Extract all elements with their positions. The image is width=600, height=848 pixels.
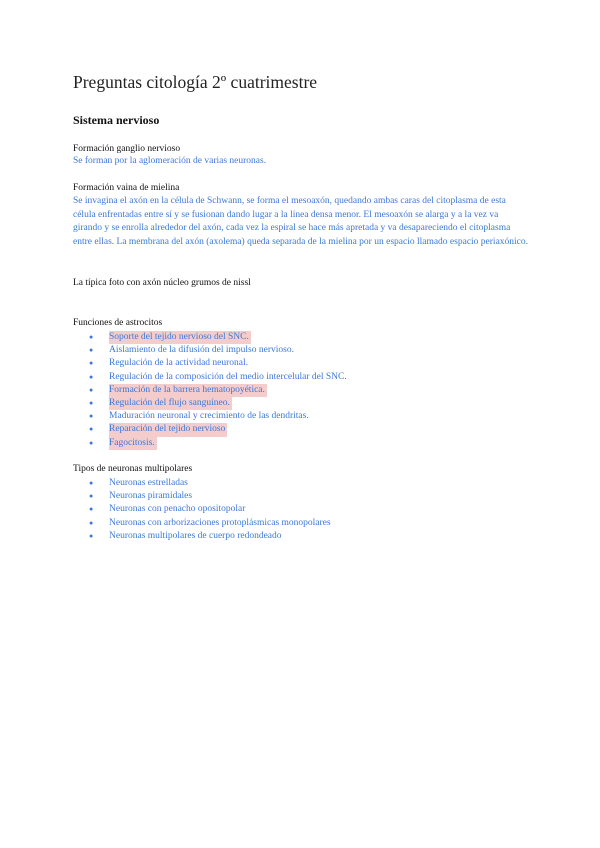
list-item-text: Soporte del tejido nervioso del SNC.: [109, 331, 251, 344]
bullet-icon: ●: [89, 412, 94, 421]
section-heading: Sistema nervioso: [73, 113, 160, 127]
bullet-icon: ●: [89, 531, 94, 540]
question-foto: La típica foto con axón núcleo grumos de nissl: [73, 278, 251, 288]
document-title: Preguntas citología 2º cuatrimestre: [73, 72, 318, 92]
heading-astrocitos: Funciones de astrocitos: [73, 318, 163, 328]
bullet-icon: ●: [89, 372, 94, 381]
bullet-icon: ●: [89, 518, 94, 527]
answer-ganglio: Se forman por la aglomeración de varias neuronas.: [73, 156, 267, 166]
bullet-icon: ●: [89, 479, 94, 487]
bullet-icon: ●: [89, 359, 94, 368]
bullet-icon: ●: [89, 492, 94, 501]
list-item-text: Neuronas multipolares de cuerpo redondeado: [109, 530, 282, 541]
heading-neuronas: Tipos de neuronas multipolares: [73, 464, 193, 474]
list-item-text: Neuronas piramidales: [109, 491, 193, 502]
list-item-text: Regulación de la composición del medio intercelular del SNC.: [109, 371, 347, 382]
list-item-text: Regulación de la actividad neuronal.: [109, 358, 249, 369]
list-item-text: Fagocitosis.: [109, 437, 157, 450]
bullet-icon: ●: [89, 346, 94, 355]
bullet-icon: ●: [89, 438, 94, 447]
list-item-text: Formación de la barrera hematopoyética.: [109, 384, 267, 397]
list-item-text: Neuronas estrelladas: [109, 478, 188, 488]
bullet-icon: ●: [89, 425, 94, 434]
bullet-icon: ●: [89, 398, 94, 407]
list-item-text: Aislamiento de la difusión del impulso nervioso.: [109, 345, 294, 356]
list-item-text: Neuronas con arborizaciones protoplásmicas monopolares: [109, 517, 331, 528]
question-ganglio: Formación ganglio nervioso: [73, 144, 181, 154]
list-item-text: Reparación del tejido nervioso: [109, 423, 227, 436]
list-item-text: Maduración neuronal y crecimiento de las dendritas.: [109, 411, 309, 422]
list-item-text: Neuronas con penacho opositopolar: [109, 504, 246, 515]
bullet-icon: ●: [89, 333, 94, 341]
answer-mielina: Se invagina el axón en la célula de Schwann, se forma el mesoaxón, quedando ambas caras del citoplasma de esta célula enfrentadas entre sí y se fusionan dando lugar a la línea densa menor. El mesoaxón se alarga y a la vez va girando y se enrolla alrededor del axón, cada vez la espiral se hace más apretada y va desapareciendo el citoplasma entre ellas. La membrana del axón (axolema) queda separada de la mielina por un espacio llamado espacio periaxónico.: [73, 196, 529, 247]
bullet-icon: ●: [89, 385, 94, 394]
list-item-text: Regulación del flujo sanguíneo.: [109, 397, 232, 410]
bullet-icon: ●: [89, 505, 94, 514]
question-mielina: Formación vaina de mielina: [73, 183, 180, 193]
